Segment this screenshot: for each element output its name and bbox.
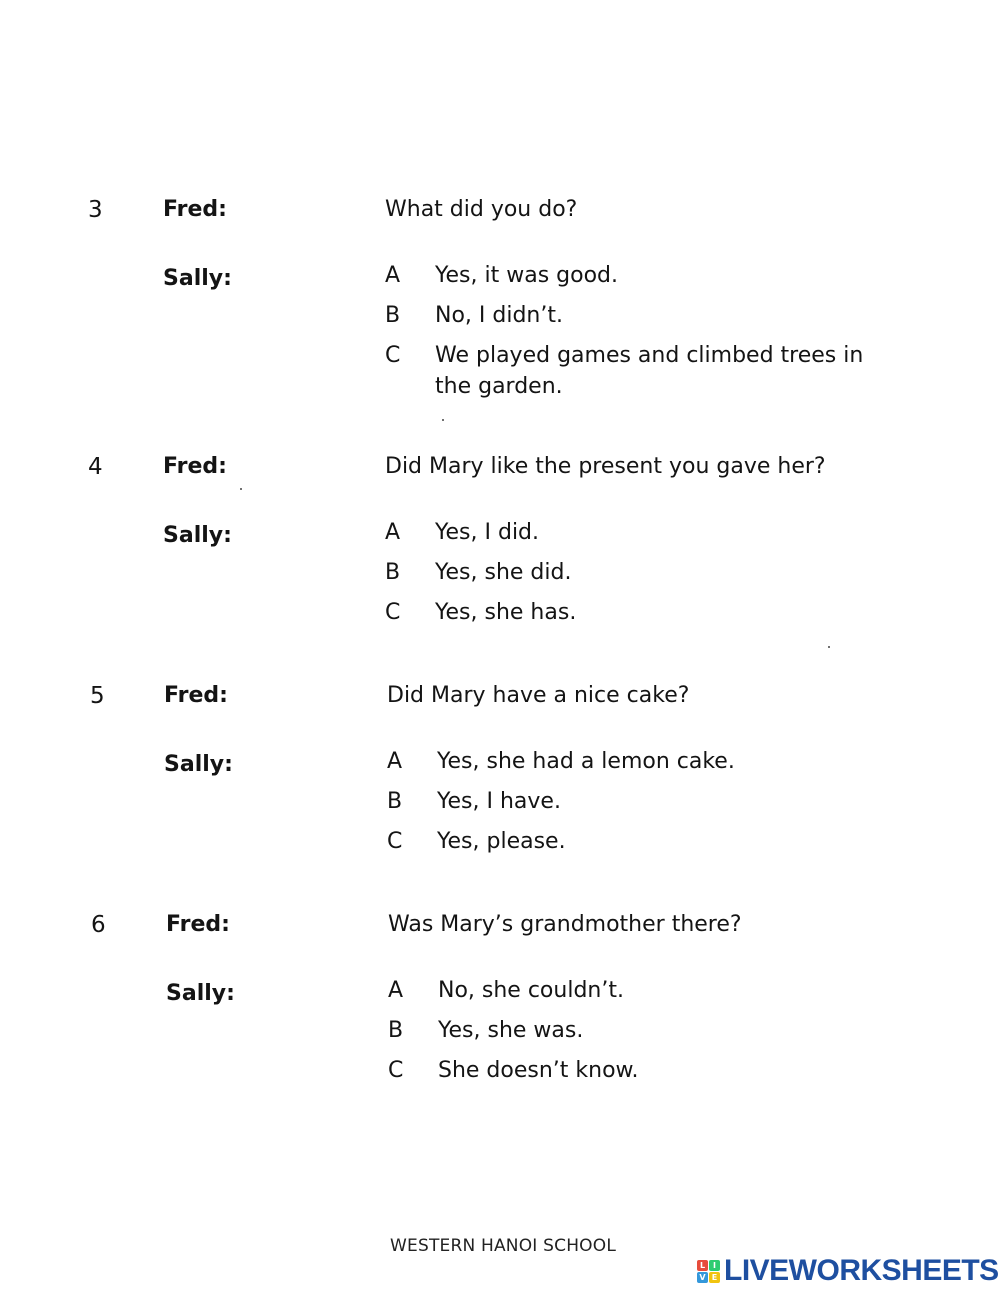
option-letter: B [385, 303, 401, 328]
option-letter: A [385, 520, 401, 545]
question-number: 3 [88, 197, 103, 223]
question-prompt: What did you do? [385, 197, 578, 222]
option-c[interactable] [385, 340, 905, 402]
question-prompt: Was Mary’s grandmother there? [388, 912, 742, 937]
option-text: We played games and climbed trees in the garden. [435, 343, 864, 399]
option-a[interactable] [388, 975, 948, 1006]
option-text: No, I didn’t. [435, 303, 563, 328]
option-letter: A [385, 263, 401, 288]
question-number: 5 [90, 683, 105, 709]
scan-speck [240, 488, 242, 490]
option-a[interactable] [385, 260, 945, 291]
option-text: Yes, please. [437, 829, 566, 854]
option-letter: B [387, 789, 403, 814]
speaker-sally: Sally: [164, 752, 233, 777]
option-text: Yes, I did. [435, 520, 540, 545]
option-text: Yes, she had a lemon cake. [437, 749, 735, 774]
option-text: Yes, she was. [438, 1018, 584, 1043]
option-text: Yes, I have. [437, 789, 561, 814]
option-b[interactable] [385, 557, 945, 588]
question-4 [0, 454, 1000, 694]
option-letter: C [388, 1058, 404, 1083]
speaker-fred: Fred: [166, 912, 230, 937]
option-c[interactable] [385, 597, 945, 628]
option-text: No, she couldn’t. [438, 978, 624, 1003]
option-a[interactable] [385, 517, 945, 548]
scan-speck [442, 419, 444, 421]
option-c[interactable] [387, 826, 947, 857]
question-number: 4 [88, 454, 103, 480]
question-prompt: Did Mary like the present you gave her? [385, 454, 826, 479]
option-letter: B [385, 560, 401, 585]
logo-square: V [697, 1272, 708, 1283]
speaker-fred: Fred: [163, 197, 227, 222]
logo-square: I [709, 1260, 720, 1271]
scan-speck [828, 646, 830, 648]
question-6 [0, 912, 1000, 1152]
speaker-sally: Sally: [163, 266, 232, 291]
question-prompt: Did Mary have a nice cake? [387, 683, 690, 708]
option-a[interactable] [387, 746, 947, 777]
speaker-sally: Sally: [163, 523, 232, 548]
school-name: WESTERN HANOI SCHOOL [390, 1236, 617, 1256]
liveworksheets-logo [697, 1254, 999, 1288]
question-5 [0, 683, 1000, 923]
option-letter: A [387, 749, 403, 774]
speaker-sally: Sally: [166, 981, 235, 1006]
option-b[interactable] [387, 786, 947, 817]
option-letter: C [385, 600, 401, 625]
logo-text: LIVEWORKSHEETS [724, 1254, 999, 1287]
question-3 [0, 197, 1000, 437]
speaker-fred: Fred: [164, 683, 228, 708]
option-text: Yes, she has. [435, 600, 577, 625]
option-letter: B [388, 1018, 404, 1043]
option-text: She doesn’t know. [438, 1058, 639, 1083]
option-letter: A [388, 978, 404, 1003]
option-c[interactable] [388, 1055, 948, 1086]
option-letter: C [385, 343, 401, 368]
logo-square: E [709, 1272, 720, 1283]
question-number: 6 [91, 912, 106, 938]
option-b[interactable] [385, 300, 945, 331]
option-letter: C [387, 829, 403, 854]
speaker-fred: Fred: [163, 454, 227, 479]
option-b[interactable] [388, 1015, 948, 1046]
logo-squares-icon [697, 1260, 720, 1283]
option-text: Yes, she did. [435, 560, 572, 585]
logo-square: L [697, 1260, 708, 1271]
option-text: Yes, it was good. [435, 263, 619, 288]
